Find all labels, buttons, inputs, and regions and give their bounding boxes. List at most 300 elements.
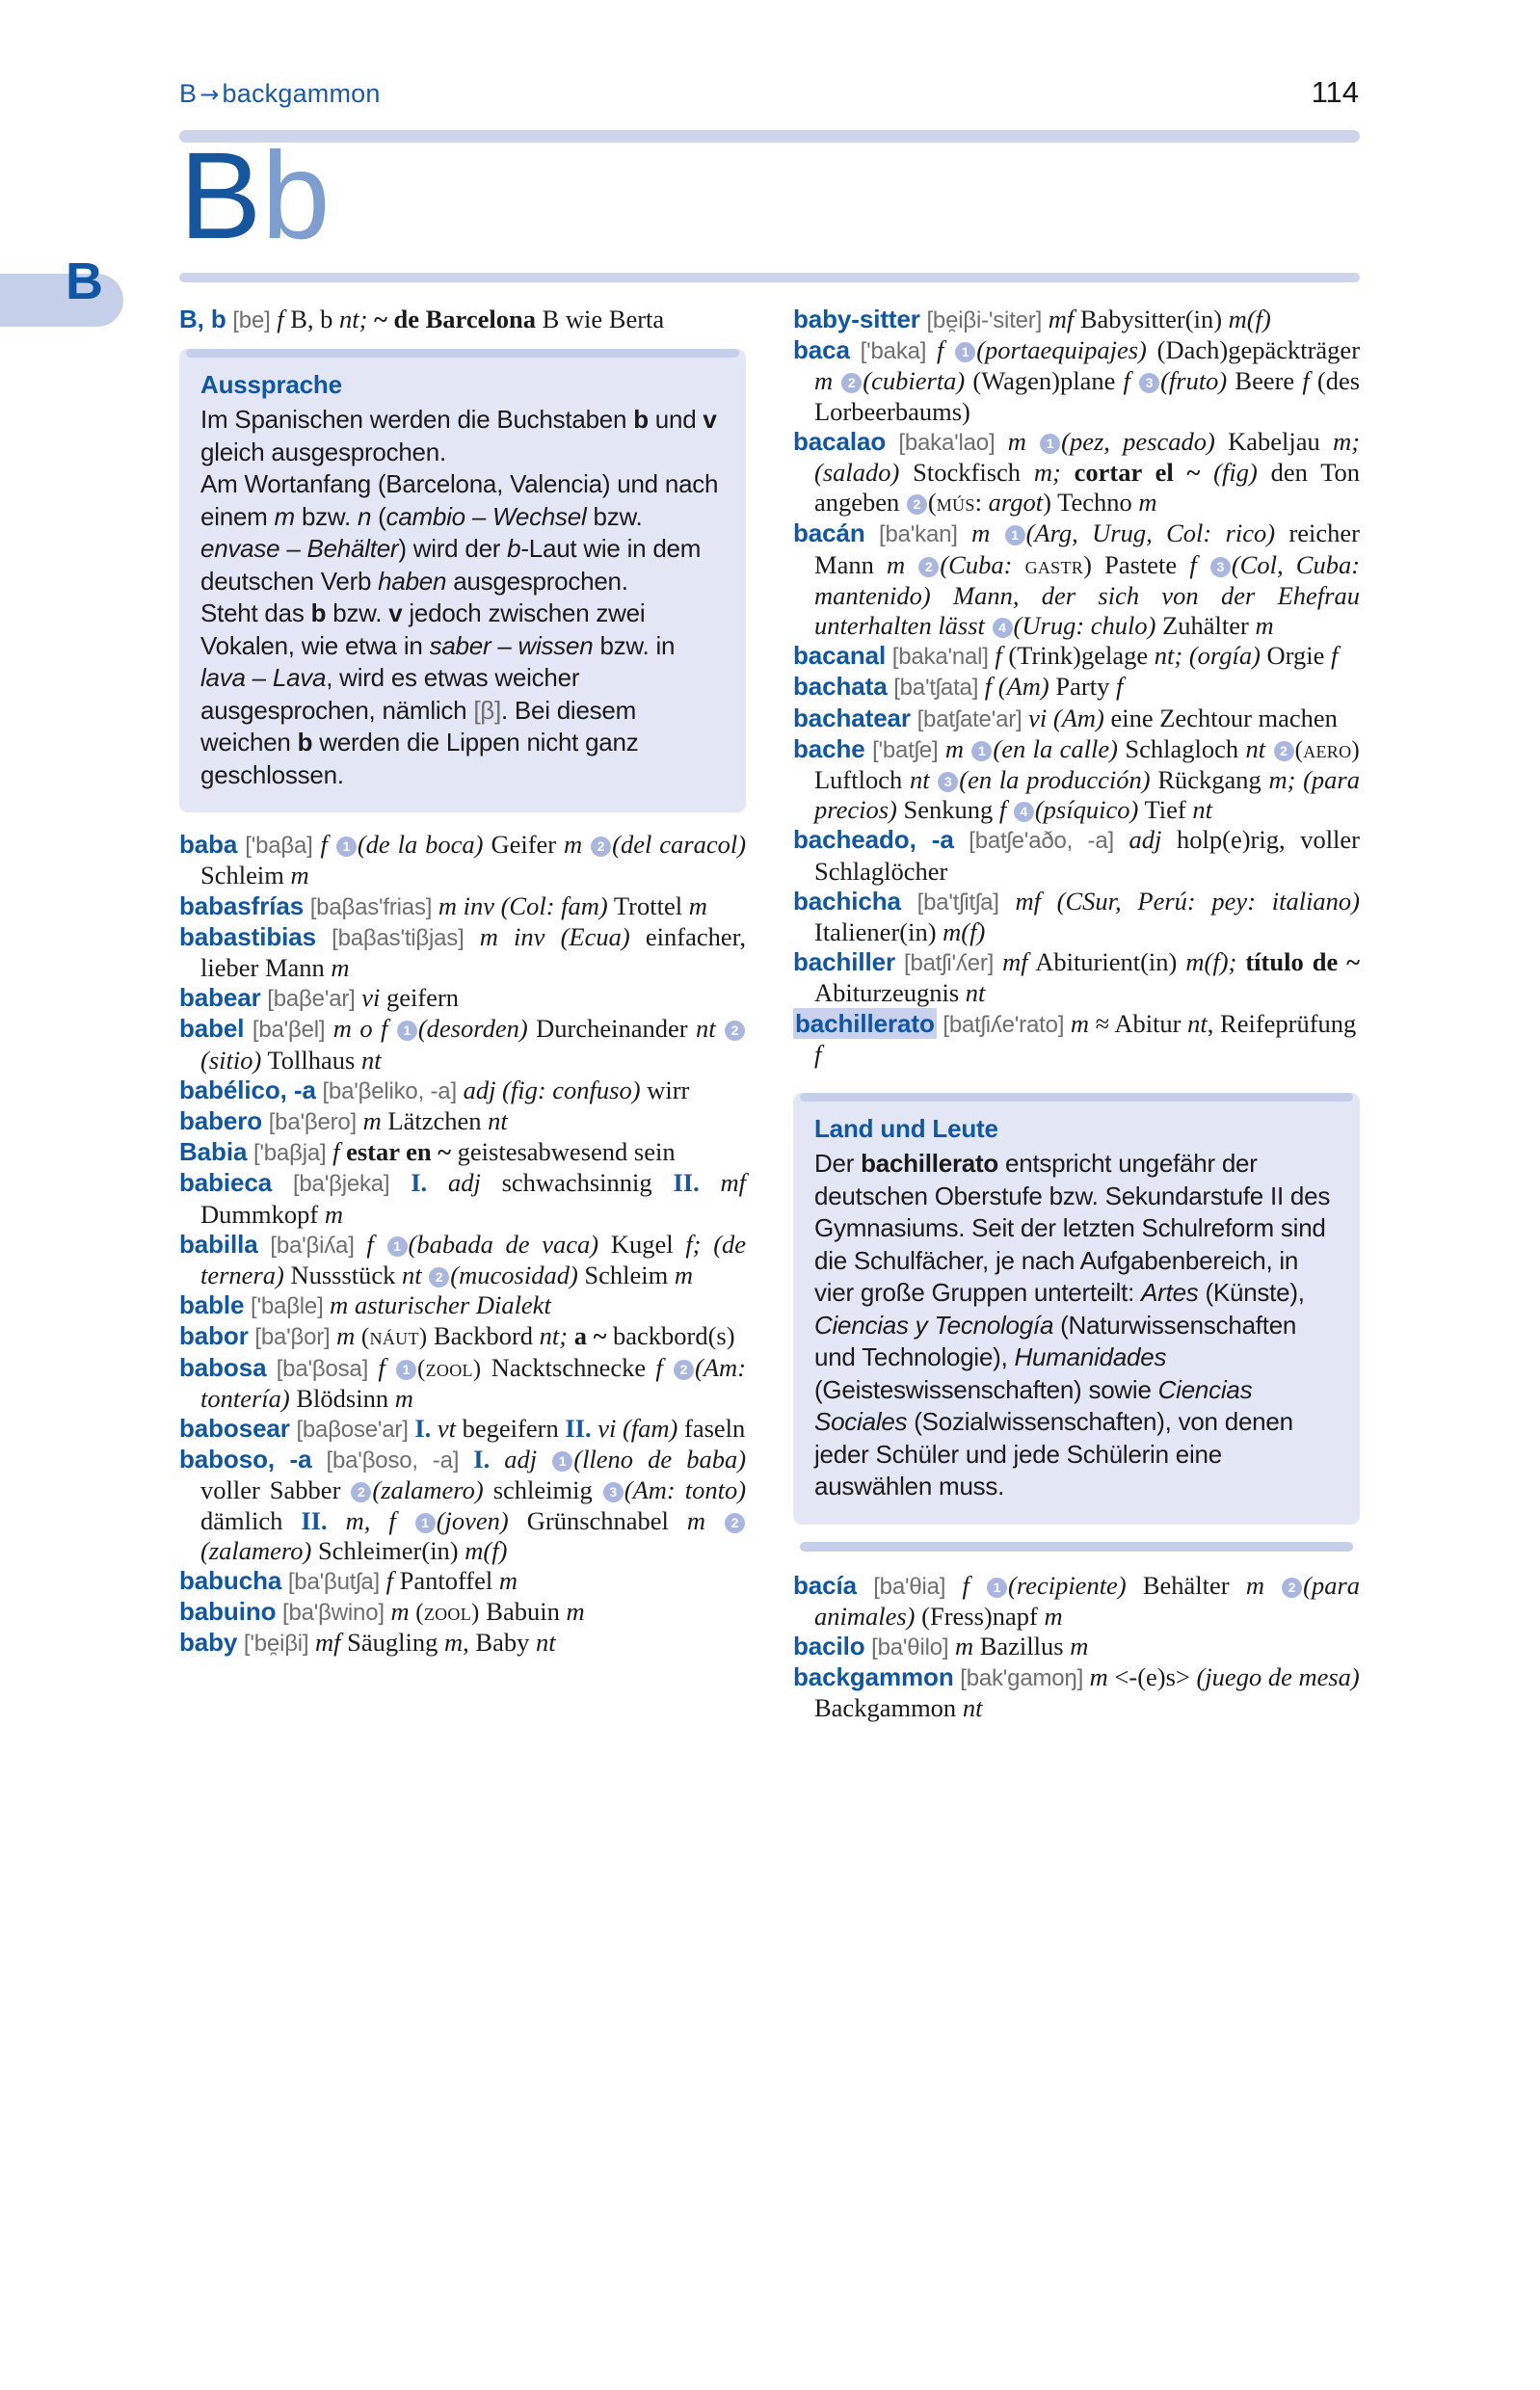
pronunciation: ['baβa] <box>245 833 313 860</box>
translation: Babysitter(in) m(f) <box>1079 305 1271 333</box>
dictionary-entry <box>179 1076 746 1106</box>
headword[interactable]: B, b <box>179 305 226 333</box>
grammar-label: f <box>378 1352 385 1382</box>
sense-domain: (Am: tontería) <box>200 1352 747 1413</box>
grammar-label: m <box>336 1321 356 1351</box>
roman-numeral: II. <box>673 1168 700 1198</box>
pronunciation: [ba'θilo] <box>871 1633 949 1660</box>
translation: Tollhaus nt <box>267 1045 382 1075</box>
sense-number: 2 <box>918 557 939 577</box>
translation: Abiturient(in) m(f); <box>1035 947 1237 977</box>
sense-number: 2 <box>351 1482 371 1502</box>
domain-label: (mús: argot) <box>927 488 1051 518</box>
example-phrase: a ~ <box>573 1321 607 1351</box>
thumb-index-letter: B <box>66 252 103 310</box>
translation: Beere f (des Lorbeerbaums) <box>814 366 1361 426</box>
grammar-label: f <box>995 641 1002 671</box>
example-phrase: estar en ~ <box>346 1137 452 1167</box>
sense-domain: (joven) <box>436 1505 509 1535</box>
dictionary-entry <box>793 641 1360 672</box>
grammar-label: mf <box>1048 305 1075 333</box>
grammar-label: m <box>1070 1008 1089 1038</box>
pronunciation: [baβose'ar] <box>296 1417 409 1444</box>
sense-domain: (juego de mesa) <box>1196 1662 1360 1692</box>
roman-numeral: I. <box>473 1445 491 1474</box>
translation: faseln <box>684 1414 746 1444</box>
sense-domain: (del caracol) <box>612 830 747 860</box>
roman-numeral: I. <box>414 1414 432 1444</box>
info-box-body: Im Spanischen werden die Buchstaben b und v gleich ausgesprochen. Am Wortanfang (Barcelona, Valencia) und nach einem m bzw. n (cambio – Wechsel bzw. envase – Behälter) wird der b-Laut wie in dem deutschen Verb haben ausgesprochen. Steht das b bzw. v jedoch zwischen zwei Vokalen, wie etwa in saber – wissen bzw. in lava – Lava, wird es etwas weicher ausgesprochen, nämlich [β]. Bei diesem weichen b werden die Lippen nicht ganz geschlossen. <box>200 405 719 789</box>
pronunciation: [batʃi'ʎer] <box>904 950 995 977</box>
dictionary-entry <box>179 891 746 922</box>
running-head-letter: B <box>179 79 198 108</box>
translation: wirr <box>647 1075 690 1104</box>
example-phrase: cortar el ~ <box>1074 458 1201 488</box>
translation: Luftloch nt <box>814 765 930 795</box>
sense-number: 1 <box>552 1451 572 1472</box>
grammar-label: m <box>1089 1662 1108 1692</box>
headword[interactable]: bacheado, -a <box>793 825 954 855</box>
pronunciation: [ba'βeliko, -a] <box>322 1077 457 1104</box>
sense-number: 2 <box>841 373 862 393</box>
sense-domain: (de la boca) <box>357 830 484 860</box>
sense-domain: (Arg, Urug, Col: rico) <box>1025 518 1276 548</box>
sense-domain: (fruto) <box>1160 366 1228 396</box>
sense-domain: (Col, Cuba: mantenido) Mann, der sich von der Ehefrau unterhalten lässt <box>814 549 1361 641</box>
translation: Senkung f <box>903 795 1007 825</box>
pronunciation: [ba'βwino] <box>282 1600 385 1627</box>
sense-number: 2 <box>725 1513 745 1533</box>
grammar-label: m inv (Col: fam) <box>438 890 608 920</box>
grammar-label: m <box>944 733 964 763</box>
headword[interactable]: bachicha <box>793 886 901 916</box>
info-box-body: Der bachillerato entspricht ungefähr der deutschen Oberstufe bzw. Sekundarstufe II des Gymnasiums. Seit der letzten Schulreform sind die Schulfächer, je nach Aufgabenbereich, in vier große Gruppen unterteilt: Artes (Künste), Ciencias y Tecnología (Naturwissenschaften und Technologie), Humanidades (Geisteswissenschaften) sowie Ciencias Sociales (Sozialwissenschaften), von denen jeder Schüler und jede Schülerin eine auswählen muss. <box>814 1149 1331 1501</box>
grammar-label: adj <box>504 1445 538 1474</box>
headword[interactable]: bachatear <box>793 703 911 732</box>
dictionary-entry <box>179 1230 746 1290</box>
headword[interactable]: babosa <box>179 1352 267 1382</box>
translation: geifern <box>385 983 460 1013</box>
domain-label: (zool) <box>415 1600 480 1627</box>
grammar-label: m <box>390 1597 410 1627</box>
translation: Nacktschnecke f <box>491 1352 663 1382</box>
sense-number: 4 <box>993 618 1013 638</box>
headword[interactable]: babear <box>179 983 261 1013</box>
grammar-label: f (Am) <box>984 672 1049 702</box>
sense-domain: (orgía) <box>1188 641 1261 671</box>
translation: (Dach)gepäckträger m <box>814 335 1361 396</box>
grammar-label: adj (fig: confuso) <box>463 1075 641 1104</box>
sense-number: 4 <box>1014 802 1034 822</box>
grammar-label: m o f <box>332 1014 388 1044</box>
translation: Babuin m <box>486 1597 585 1627</box>
grammar-label: f <box>962 1570 969 1600</box>
headword[interactable]: babasfrías <box>179 890 305 920</box>
sense-number: 2 <box>1274 741 1294 761</box>
dictionary-entry <box>179 1168 746 1229</box>
dictionary-entry <box>179 1445 746 1566</box>
headword[interactable]: backgammon <box>793 1662 954 1692</box>
translation: dämlich <box>200 1505 283 1535</box>
translation: Schleimer(in) m(f) <box>317 1535 508 1565</box>
headword[interactable]: babel <box>179 1014 245 1044</box>
translation: Backbord nt; <box>434 1321 569 1351</box>
sense-domain: (mucosidad) <box>450 1261 578 1290</box>
translation: geistesabwesend sein <box>457 1137 676 1167</box>
dictionary-entry <box>793 672 1360 703</box>
translation: ≈ Abitur nt, Reifeprüfung f <box>814 1008 1357 1069</box>
translation: Party f <box>1055 672 1124 702</box>
letter-heading-lowercase: b <box>261 127 331 265</box>
translation: Stockfisch m; <box>913 458 1061 488</box>
sense-number: 1 <box>955 342 975 362</box>
pronunciation: [ba'βjeka] <box>292 1171 390 1198</box>
grammar-label: m, f <box>345 1505 396 1535</box>
pronunciation: [batʃate'ar] <box>916 705 1022 732</box>
pronunciation: [ba'kan] <box>879 521 958 548</box>
sense-number: 1 <box>387 1236 408 1257</box>
sense-number: 1 <box>1040 434 1060 454</box>
roman-numeral: II. <box>301 1505 328 1535</box>
headword[interactable]: bachiller <box>793 947 896 977</box>
sense-domain: (portaequipajes) <box>976 335 1147 365</box>
translation: Orgie f <box>1266 641 1339 671</box>
pronunciation: [batʃe'aðo, -a] <box>969 828 1114 855</box>
dictionary-entry <box>793 427 1360 519</box>
grammar-label: vi (Am) <box>1028 703 1104 732</box>
pronunciation: [be̯iβi-'siter] <box>926 307 1043 333</box>
example-phrase: título de ~ <box>1245 947 1360 977</box>
pronunciation: [ba'βor] <box>254 1324 331 1351</box>
headword[interactable]: bachillerato <box>795 1008 935 1038</box>
translation: Kugel f; <box>610 1229 702 1259</box>
dictionary-entry <box>793 335 1360 427</box>
translation: Rückgang m; <box>1157 765 1296 795</box>
dictionary-entry <box>793 704 1360 734</box>
pronunciation: [baβas'tiβjas] <box>332 924 465 951</box>
dictionary-entry <box>793 1571 1360 1632</box>
pronunciation: ['be̯iβi] <box>243 1631 309 1658</box>
headword[interactable]: baba <box>179 830 238 860</box>
sense-number: 2 <box>674 1360 694 1380</box>
translation: begeifern <box>462 1414 559 1444</box>
dictionary-entry <box>793 305 1360 335</box>
grammar-label: f <box>937 335 944 365</box>
sense-domain: (psíquico) <box>1034 795 1139 825</box>
translation: B wie Berta <box>542 305 665 333</box>
headword[interactable]: babuino <box>179 1597 277 1627</box>
dictionary-entry <box>179 1628 746 1659</box>
grammar-label: mf (CSur, Perú: pey: italiano) <box>1015 886 1361 916</box>
headword[interactable]: babucha <box>179 1566 282 1596</box>
headword[interactable]: baboso, -a <box>179 1445 312 1474</box>
pronunciation: ['baβja] <box>252 1140 327 1167</box>
pronunciation: [ba'θia] <box>873 1573 946 1600</box>
translation: Behälter m <box>1142 1570 1264 1600</box>
pronunciation: [ba'βiʎa] <box>270 1232 355 1259</box>
translation: Blödsinn m <box>296 1383 413 1413</box>
sense-domain: (de ternera) <box>200 1229 747 1290</box>
grammar-label: m <box>362 1106 382 1136</box>
column-right <box>793 305 1360 1724</box>
sense-domain: (recipiente) <box>1008 1570 1127 1600</box>
grammar-label: mf <box>1002 947 1028 977</box>
sense-number: 1 <box>415 1513 436 1533</box>
sense-domain: (fig) <box>1213 458 1258 488</box>
grammar-label: vi <box>361 983 381 1013</box>
translation: (Trink)gelage nt; <box>1008 641 1183 671</box>
pronunciation: ['baβle] <box>251 1293 324 1320</box>
translation: Nussstück nt <box>290 1261 422 1290</box>
grammar-label: f <box>366 1229 374 1259</box>
pronunciation: [ba'βel] <box>252 1017 326 1044</box>
running-head-left <box>179 79 381 109</box>
grammar-label: m inv (Ecua) <box>479 921 630 951</box>
grammar-label: f <box>385 1566 393 1596</box>
letter-section-rule <box>179 273 1360 282</box>
sense-number: 1 <box>397 1021 417 1041</box>
sense-domain: (salado) <box>814 458 900 488</box>
sense-number: 2 <box>1282 1578 1302 1598</box>
grammar-label: mf <box>720 1168 746 1198</box>
sense-domain: (lleno de baba) <box>573 1445 747 1474</box>
grammar-label: m <box>954 1631 974 1660</box>
dictionary-entry <box>179 1290 746 1321</box>
dictionary-entry <box>179 1106 746 1137</box>
translation: backbord(s) <box>613 1321 735 1351</box>
section-separator-rule <box>800 1542 1353 1552</box>
header-rule <box>179 130 1360 143</box>
headword[interactable]: babor <box>179 1321 249 1351</box>
headword[interactable]: bacalao <box>793 426 887 456</box>
info-box-title: Land und Leute <box>814 1114 998 1144</box>
dictionary-entry <box>793 518 1360 641</box>
translation: Techno m <box>1057 488 1157 518</box>
grammar-label: m <box>971 518 991 548</box>
letter-heading <box>179 127 331 265</box>
translation: Pantoffel m <box>399 1566 518 1596</box>
sense-number: 1 <box>971 741 992 761</box>
headword[interactable]: Babia <box>179 1137 248 1167</box>
translation: Kabeljau m; <box>1228 426 1361 456</box>
arrow-right-icon: → <box>199 81 220 108</box>
info-box-land-und-leute <box>793 1093 1360 1525</box>
sense-number: 1 <box>396 1360 416 1380</box>
translation: Grünschnabel m <box>526 1505 706 1535</box>
pronunciation: [ba'tʃitʃa] <box>916 889 999 916</box>
grammar-label: vt <box>437 1414 457 1444</box>
sense-domain: (Cuba: gastr) <box>940 549 1092 579</box>
sense-number: 2 <box>429 1267 449 1288</box>
headword[interactable]: babero <box>179 1106 263 1136</box>
sense-number: 3 <box>1139 373 1159 393</box>
headword[interactable]: bacilo <box>793 1631 865 1660</box>
sense-domain: (cubierta) <box>863 366 966 396</box>
sense-number: 3 <box>1210 557 1231 577</box>
sense-domain: (zalamero) <box>372 1475 484 1505</box>
column-left <box>179 305 746 1660</box>
sense-number: 2 <box>591 836 611 857</box>
sense-domain: (en la producción) <box>959 765 1151 795</box>
dictionary-entry <box>793 1662 1360 1723</box>
dictionary-entry <box>793 825 1360 886</box>
headword[interactable]: babosear <box>179 1414 290 1444</box>
translation: Schleim m <box>584 1261 694 1290</box>
pronunciation: [batʃiʎe'rato] <box>943 1011 1065 1038</box>
dictionary-entry <box>793 1009 1360 1070</box>
pronunciation: [ba'βutʃa] <box>287 1569 380 1596</box>
dictionary-entry <box>179 830 746 890</box>
translation: Abiturzeugnis nt <box>814 978 986 1008</box>
letter-heading-uppercase: B <box>179 127 262 265</box>
headword[interactable]: baby-sitter <box>793 305 920 333</box>
dictionary-entry <box>179 1353 746 1414</box>
dictionary-entry <box>179 983 746 1014</box>
translation: Durcheinander nt <box>536 1014 716 1044</box>
translation: Geifer m <box>491 830 583 860</box>
dictionary-entry <box>793 887 1360 947</box>
sense-domain: (en la calle) <box>993 733 1118 763</box>
translation: Dummkopf m <box>200 1199 343 1229</box>
translation: Säugling m, Baby nt <box>347 1628 556 1658</box>
sense-domain: (zalamero) <box>200 1535 312 1565</box>
domain-label: (náut) <box>360 1324 428 1351</box>
headword[interactable]: baca <box>793 335 850 365</box>
running-head-word: backgammon <box>222 79 381 108</box>
headword[interactable]: babastibias <box>179 921 316 951</box>
sense-number: 3 <box>603 1482 624 1502</box>
translation: Bazillus m <box>979 1631 1089 1660</box>
sense-domain: (para precios) <box>814 765 1360 825</box>
headword[interactable]: babilla <box>179 1229 258 1259</box>
sense-domain: (pez, pescado) <box>1061 426 1215 456</box>
translation: asturischer Dialekt <box>354 1290 551 1320</box>
translation: holp(e)rig, voller Schlaglöcher <box>814 825 1361 886</box>
pronunciation: ['batʃe] <box>872 736 939 763</box>
pronunciation: ['baka] <box>860 338 927 365</box>
grammar-label: m <box>1007 426 1026 456</box>
translation: Zuhälter m <box>1162 611 1274 641</box>
translation: Pastete f <box>1104 549 1197 579</box>
dictionary-entry <box>179 1137 746 1168</box>
dictionary-entry <box>179 1014 746 1075</box>
page-number: 114 <box>1311 75 1359 109</box>
sense-number: 1 <box>336 836 357 857</box>
columns-container <box>179 305 1360 2290</box>
grammar-label: f <box>332 1137 340 1167</box>
grammar-label: nt; <box>339 305 368 333</box>
translation: reicher Mann m <box>814 518 1361 579</box>
dictionary-entry <box>179 1597 746 1628</box>
sense-domain: (Am: tonto) <box>624 1475 747 1505</box>
headword[interactable]: bacán <box>793 518 865 548</box>
translation: Italiener(in) m(f) <box>814 917 986 947</box>
domain-label: (zool) <box>416 1355 482 1382</box>
grammar-label: m <box>330 1290 349 1320</box>
dictionary-entry <box>793 1632 1360 1662</box>
pronunciation: [ba'βero] <box>268 1109 358 1136</box>
headword[interactable]: bachata <box>793 672 888 702</box>
pronunciation: [baka'nal] <box>891 644 989 671</box>
pronunciation: [ba'βoso, -a] <box>326 1447 460 1474</box>
sense-domain: (sitio) <box>200 1045 262 1075</box>
grammar-label: f <box>277 305 284 333</box>
headword[interactable]: bacía <box>793 1570 857 1600</box>
running-head <box>179 75 1359 114</box>
headword[interactable]: babélico, -a <box>179 1075 316 1104</box>
translation: (Wagen)plane f <box>972 366 1130 396</box>
pronunciation: [baβe'ar] <box>267 986 356 1013</box>
pronunciation: [baβas'frias] <box>309 893 433 920</box>
headword[interactable]: baby <box>179 1628 238 1658</box>
grammar-label: mf <box>315 1628 341 1658</box>
grammar-label: adj <box>1128 825 1162 855</box>
translation: den Ton angeben <box>814 458 1361 518</box>
translation: Lätzchen nt <box>387 1106 508 1136</box>
sense-number: 2 <box>907 494 927 515</box>
translation: eine Zechtour machen <box>1110 703 1338 732</box>
sense-number: 2 <box>725 1021 745 1041</box>
translation: Schleim m <box>200 861 309 890</box>
translation: schleimig <box>492 1475 593 1505</box>
info-box-aussprache <box>179 349 746 812</box>
headword[interactable]: bacanal <box>793 641 887 671</box>
headword[interactable]: babieca <box>179 1168 273 1198</box>
info-box-title: Aussprache <box>200 370 342 400</box>
translation: Backgammon nt <box>814 1693 983 1723</box>
dictionary-entry <box>793 947 1360 1008</box>
pronunciation: [ba'βosa] <box>276 1355 369 1382</box>
translation: B, b <box>290 305 333 333</box>
roman-numeral: II. <box>565 1414 592 1444</box>
sense-domain: (babada de vaca) <box>408 1229 599 1259</box>
sense-domain: (Urug: chulo) <box>1013 611 1156 641</box>
domain-label: (aero) <box>1294 736 1361 763</box>
pronunciation: [baka'lao] <box>898 429 996 456</box>
pronunciation: [be] <box>232 307 271 333</box>
translation: Schlagloch nt <box>1125 733 1266 763</box>
dictionary-entry <box>793 734 1360 826</box>
dictionary-entry <box>179 1566 746 1597</box>
sense-number: 1 <box>1005 525 1025 545</box>
pronunciation: [bak'gamoŋ] <box>960 1665 1084 1692</box>
translation: (Fress)napf m <box>921 1601 1063 1631</box>
headword[interactable]: bable <box>179 1290 245 1320</box>
pronunciation: [ba'tʃata] <box>893 675 979 702</box>
inflection: <-(e)s> <box>1114 1662 1190 1692</box>
example-phrase: ~ de Barcelona <box>374 305 536 333</box>
sense-number: 1 <box>987 1578 1007 1598</box>
grammar-label: f <box>320 830 328 860</box>
sense-domain: (desorden) <box>417 1014 528 1044</box>
headword[interactable]: bache <box>793 733 865 763</box>
translation: einfacher, lieber Mann m <box>200 921 746 983</box>
sense-number: 3 <box>938 772 958 792</box>
dictionary-entry <box>179 305 746 335</box>
dictionary-entry <box>179 922 746 983</box>
dictionary-entry <box>179 1414 746 1445</box>
grammar-label: vi (fam) <box>597 1414 678 1444</box>
roman-numeral: I. <box>411 1168 428 1198</box>
translation: Tief nt <box>1144 795 1212 825</box>
sense-domain: (para animales) <box>814 1570 1361 1631</box>
translation: schwachsinnig <box>501 1168 652 1198</box>
translation: Trottel m <box>613 890 707 920</box>
thumb-index-tab[interactable] <box>0 274 123 327</box>
translation: voller Sabber <box>200 1475 341 1505</box>
dictionary-entry <box>179 1321 746 1352</box>
grammar-label: adj <box>447 1168 481 1198</box>
